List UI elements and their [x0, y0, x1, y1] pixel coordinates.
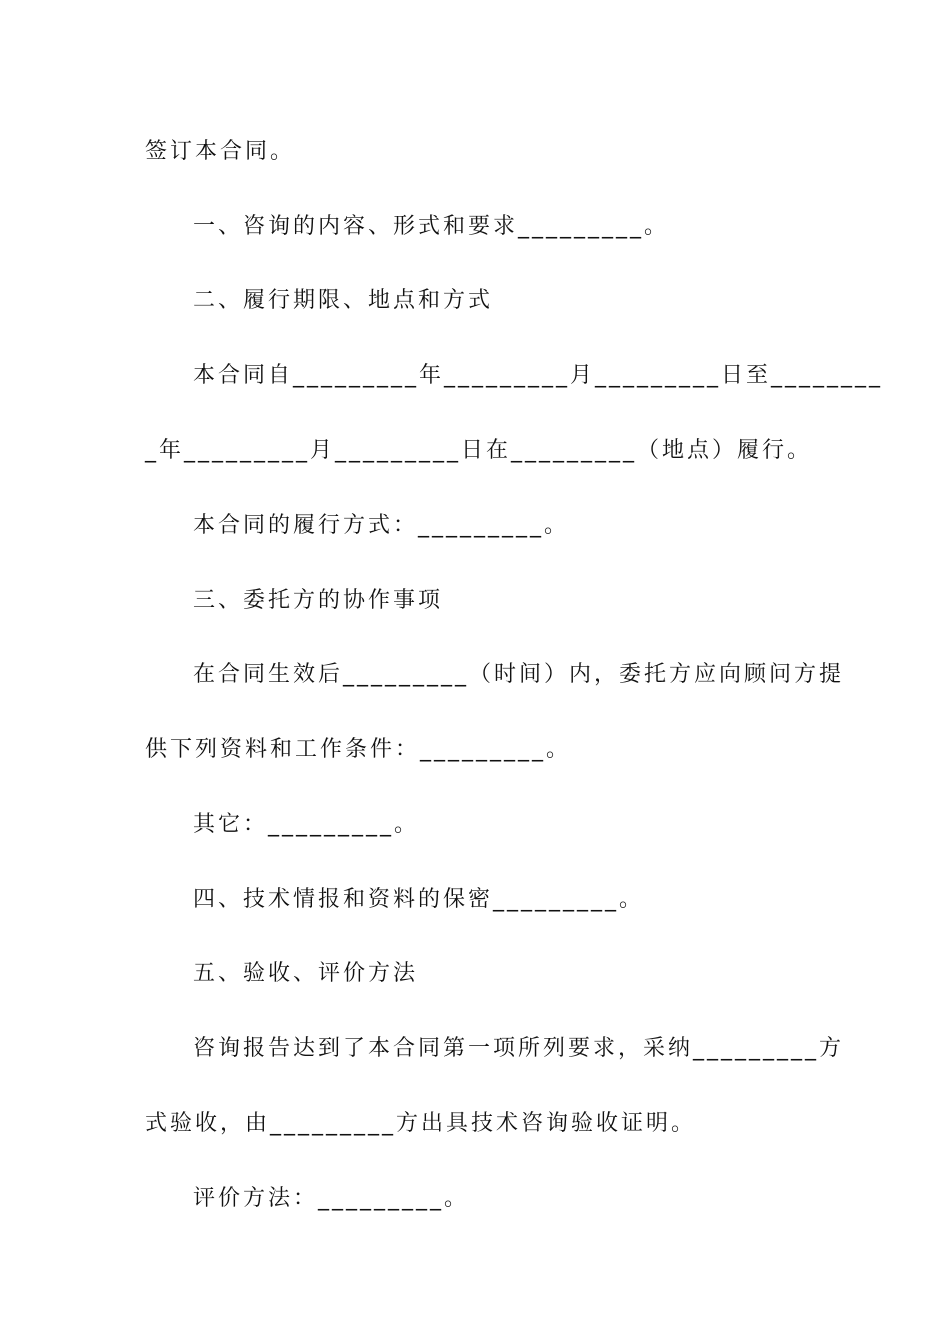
text-line-acceptance-certificate: 式验收，由_________方出具技术咨询验收证明。 — [145, 1111, 697, 1136]
text-line-performance-location: _年_________月_________日在_________（地点）履行。 — [145, 438, 813, 463]
text-line-materials-list: 供下列资料和工作条件：_________。 — [145, 737, 572, 762]
heading-performance-period: 二、履行期限、地点和方式 — [193, 288, 494, 313]
text-line-contract-signing: 签订本合同。 — [145, 139, 296, 164]
heading-confidentiality: 四、技术情报和资料的保密_________。 — [193, 887, 645, 912]
text-line-other: 其它：_________。 — [193, 812, 420, 837]
heading-acceptance-evaluation: 五、验收、评价方法 — [193, 961, 419, 986]
text-line-performance-dates: 本合同自_________年_________月_________日至________ — [193, 363, 884, 388]
text-line-performance-method: 本合同的履行方式：_________。 — [193, 513, 570, 538]
text-line-materials-deadline: 在合同生效后_________（时间）内，委托方应向顾问方提 — [193, 662, 845, 687]
text-line-evaluation-method: 评价方法：_________。 — [193, 1186, 470, 1211]
heading-client-cooperation: 三、委托方的协作事项 — [193, 588, 444, 613]
heading-consulting-content: 一、咨询的内容、形式和要求_________。 — [193, 214, 670, 239]
text-line-acceptance-method: 咨询报告达到了本合同第一项所列要求，采纳_________方 — [193, 1036, 845, 1061]
